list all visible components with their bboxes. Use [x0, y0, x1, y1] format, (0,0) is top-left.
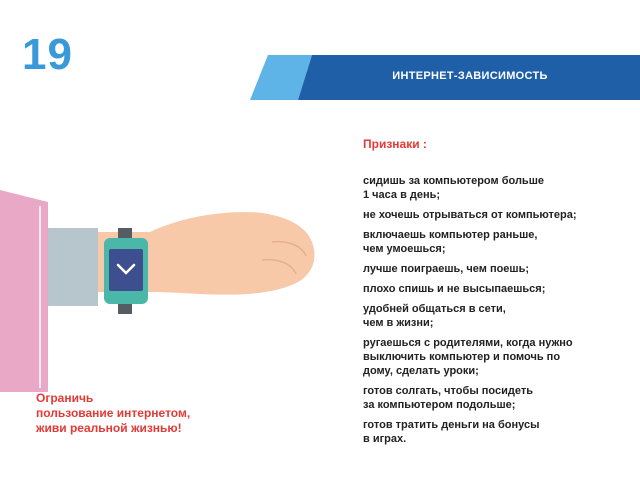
sleeve [0, 190, 48, 392]
list-item: лучше поиграешь, чем поешь; [363, 263, 530, 275]
shirt-cuff [48, 228, 98, 306]
slide-number: 19 [22, 30, 73, 79]
signs-title: Признаки : [363, 137, 427, 151]
signs-list [363, 174, 633, 446]
list-item: плохо спишь и не высыпаешься; [363, 283, 546, 295]
list-item: готов солгать, чтобы посидеть за компьютером подольше; [363, 385, 533, 411]
list-item: включаешь компьютер раньше, чем умоешься; [363, 229, 538, 255]
fist [150, 212, 314, 295]
watch-screen [109, 249, 143, 291]
list-item: не хочешь отрываться от компьютера; [363, 209, 577, 221]
list-item: сидишь за компьютером больше 1 часа в день; [363, 175, 544, 201]
call-to-action: Ограничь пользование интернетом, живи реальной жизнью! [36, 391, 191, 435]
list-item: готов тратить деньги на бонусы в играх. [363, 419, 540, 445]
list-item: удобней общаться в сети, чем в жизни; [363, 303, 506, 329]
list-item: ругаешься с родителями, когда нужно выключить компьютер и помочь по дому, сделать уроки; [363, 337, 573, 377]
signs-block [363, 137, 633, 452]
page-title: ИНТЕРНЕТ-ЗАВИСИМОСТЬ [392, 70, 548, 82]
